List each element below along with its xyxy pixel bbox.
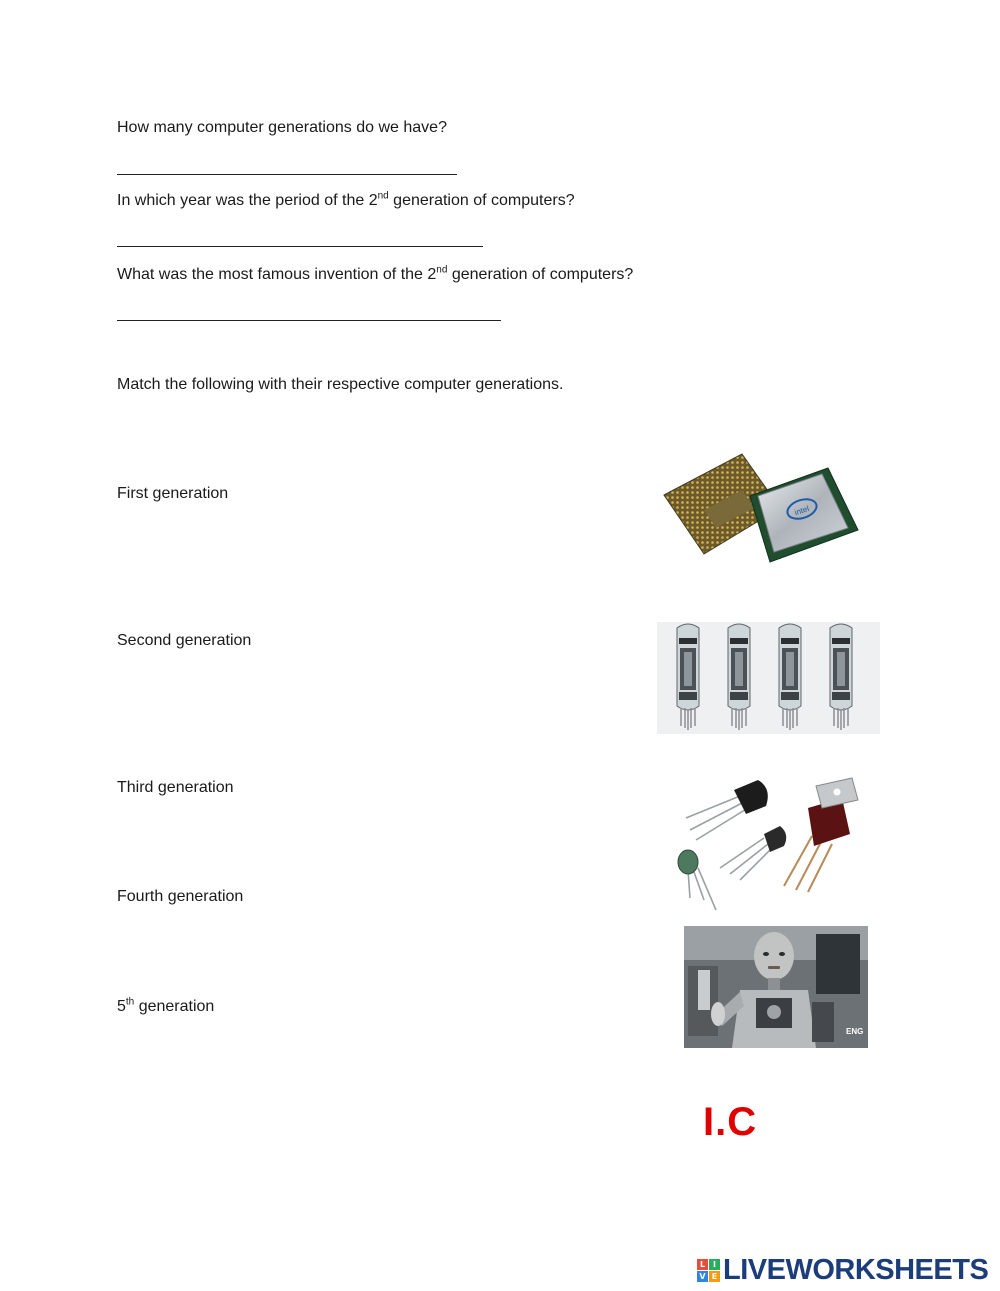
generation-label-5-sup: th [125, 996, 135, 1008]
liveworksheets-wordmark: LIVEWORKSHEETS [723, 1253, 989, 1286]
vacuum-tubes-image[interactable] [657, 622, 880, 734]
generation-label-4-text: Fourth generation [117, 888, 244, 905]
vacuum-tubes-icon [657, 622, 880, 734]
logo-block-v: V [697, 1271, 708, 1282]
microprocessor-image[interactable] [660, 450, 860, 566]
question-3-sup: nd [436, 264, 448, 276]
svg-text:intel: intel [793, 504, 811, 518]
answer-2-blank[interactable] [117, 246, 483, 247]
logo-block-i: I [709, 1259, 720, 1270]
generation-label-1-text: First generation [117, 485, 229, 502]
logo-block-l: L [697, 1259, 708, 1270]
generation-label-1[interactable] [117, 484, 228, 504]
robot-image[interactable] [684, 926, 868, 1048]
answer-3-blank[interactable] [117, 320, 501, 321]
question-2-text-end: generation of computers? [388, 192, 575, 209]
microprocessor-chip-icon [660, 450, 860, 566]
generation-label-4[interactable] [117, 887, 243, 907]
answer-1-blank[interactable] [117, 174, 457, 175]
match-instruction: Match the following with their respective computer generations. [117, 376, 564, 393]
generation-label-2-text: Second generation [117, 632, 252, 649]
liveworksheets-logo [697, 1253, 988, 1287]
question-3 [117, 265, 633, 285]
question-2 [117, 191, 575, 211]
question-1-text: How many computer generations do we have? [117, 119, 447, 136]
ic-answer-label[interactable]: I.C [703, 1100, 758, 1144]
transistors-icon [672, 776, 868, 914]
question-2-text: In which year was the period of the 2 [117, 192, 378, 209]
question-3-text: What was the most famous invention of the 2 [117, 266, 437, 283]
generation-label-5-text: 5 [117, 998, 126, 1015]
generation-label-3[interactable] [117, 778, 234, 798]
generation-label-5-text-end: generation [134, 998, 215, 1015]
humanoid-robot-icon [684, 926, 868, 1048]
question-2-sup: nd [377, 190, 389, 202]
transistors-image[interactable] [672, 776, 868, 914]
question-3-text-end: generation of computers? [447, 266, 634, 283]
liveworksheets-logo-icon [697, 1259, 720, 1282]
question-1 [117, 118, 447, 138]
generation-label-5[interactable] [117, 997, 214, 1017]
generation-label-3-text: Third generation [117, 779, 234, 796]
robot-watermark: ENG [846, 1027, 864, 1036]
logo-block-e: E [709, 1271, 720, 1282]
generation-label-2[interactable] [117, 631, 251, 651]
